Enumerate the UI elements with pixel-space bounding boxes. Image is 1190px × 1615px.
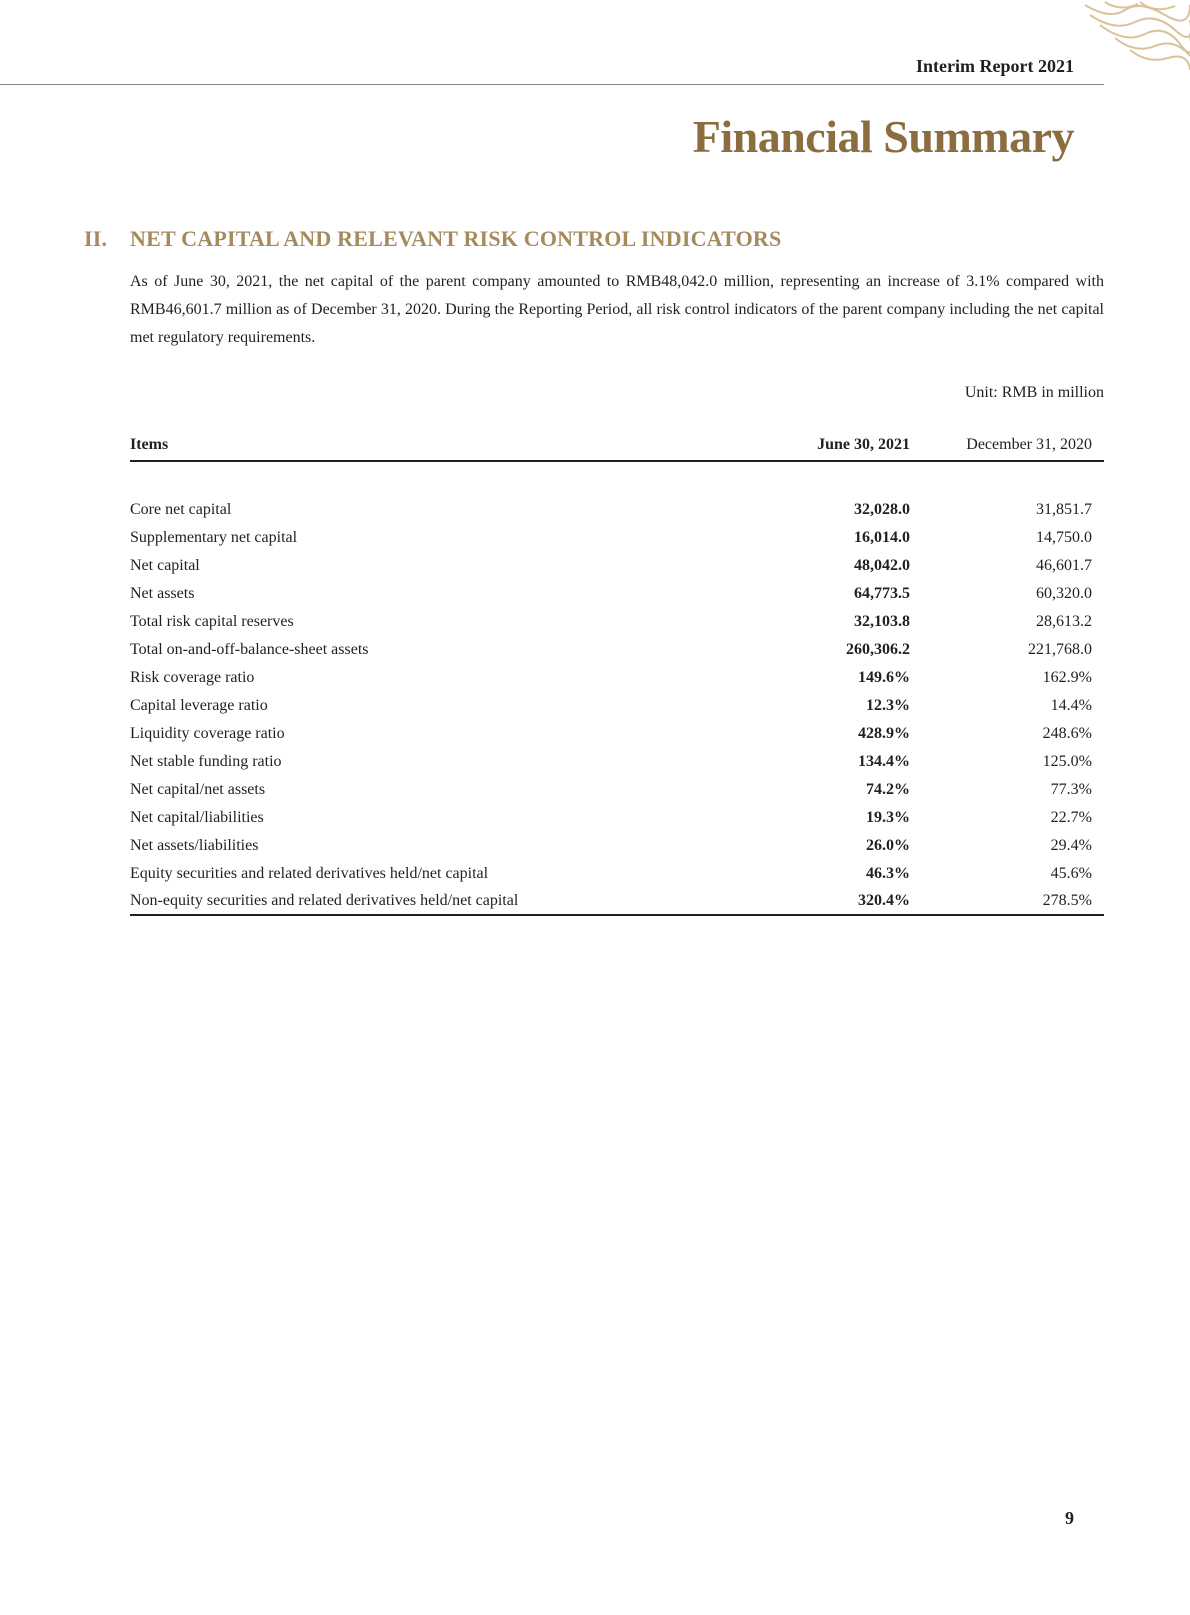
row-label: Capital leverage ratio [130, 697, 268, 714]
table-header-row [130, 436, 1104, 461]
header-rule [0, 84, 1104, 85]
row-label: Risk coverage ratio [130, 669, 255, 686]
row-label: Net assets [130, 585, 195, 602]
row-label: Net assets/liabilities [130, 837, 259, 854]
row-label: Total on-and-off-balance-sheet assets [130, 641, 369, 658]
row-label: Core net capital [130, 501, 232, 518]
table-row [130, 720, 1104, 748]
row-label: Non-equity securities and related derivatives held/net capital [130, 888, 760, 915]
value-june-2021: 12.3% [866, 697, 910, 714]
value-june-2021: 46.3% [866, 865, 910, 882]
value-dec-2020: 22.7% [1050, 809, 1092, 826]
value-dec-2020: 14,750.0 [1036, 529, 1092, 546]
value-june-2021: 134.4% [858, 753, 910, 770]
table-row [130, 832, 1104, 860]
value-june-2021: 149.6% [858, 669, 910, 686]
table-spacer [130, 461, 1104, 496]
row-label: Net capital/liabilities [130, 809, 264, 826]
value-dec-2020: 28,613.2 [1036, 613, 1092, 630]
table-row [130, 524, 1104, 552]
value-june-2021: 428.9% [858, 725, 910, 742]
table-row [130, 692, 1104, 720]
value-june-2021: 260,306.2 [846, 641, 910, 658]
value-dec-2020: 60,320.0 [1036, 585, 1092, 602]
column-header-dec-2020: December 31, 2020 [922, 436, 1104, 461]
decorative-wave-ornament-icon [1080, 0, 1190, 80]
table-row [130, 888, 1104, 915]
column-header-june-2021: June 30, 2021 [760, 436, 922, 461]
row-label: Equity securities and related derivatives held/net capital [130, 865, 489, 882]
row-label: Net stable funding ratio [130, 753, 282, 770]
value-june-2021: 74.2% [866, 781, 910, 798]
value-dec-2020: 45.6% [1050, 865, 1092, 882]
table-row [130, 804, 1104, 832]
value-june-2021: 320.4% [760, 888, 922, 915]
table-row [130, 496, 1104, 524]
running-header: Interim Report 2021 [916, 56, 1074, 76]
unit-note: Unit: RMB in million [964, 384, 1104, 401]
value-dec-2020: 14.4% [1050, 697, 1092, 714]
value-dec-2020: 221,768.0 [1028, 641, 1092, 658]
table-row [130, 776, 1104, 804]
value-june-2021: 19.3% [866, 809, 910, 826]
section-title: NET CAPITAL AND RELEVANT RISK CONTROL INDICATORS [130, 226, 782, 251]
value-june-2021: 48,042.0 [854, 557, 910, 574]
value-dec-2020: 29.4% [1050, 837, 1092, 854]
value-june-2021: 26.0% [866, 837, 910, 854]
value-dec-2020: 278.5% [922, 888, 1104, 915]
value-june-2021: 64,773.5 [854, 585, 910, 602]
table-row [130, 580, 1104, 608]
value-dec-2020: 162.9% [1042, 669, 1092, 686]
value-june-2021: 32,103.8 [854, 613, 910, 630]
section-number: II. [84, 226, 108, 251]
row-label: Total risk capital reserves [130, 613, 294, 630]
value-dec-2020: 77.3% [1050, 781, 1092, 798]
value-dec-2020: 125.0% [1042, 753, 1092, 770]
value-june-2021: 32,028.0 [854, 501, 910, 518]
table-row [130, 860, 1104, 888]
table-row [130, 552, 1104, 580]
risk-indicators-table [130, 436, 1104, 916]
page-title: Financial Summary [692, 111, 1074, 162]
row-label: Net capital/net assets [130, 781, 266, 798]
value-dec-2020: 31,851.7 [1036, 501, 1092, 518]
page-number: 9 [1065, 1508, 1074, 1528]
row-label: Supplementary net capital [130, 529, 298, 546]
value-dec-2020: 46,601.7 [1036, 557, 1092, 574]
section-heading [84, 226, 781, 252]
row-label: Net capital [130, 557, 200, 574]
intro-paragraph: As of June 30, 2021, the net capital of the parent company amounted to RMB48,042.0 million, representing an increase of 3.1% compared with RMB46,601.7 million as of December 31, 2020. During the Reporting Period, all risk control indicators of the parent company including the net capital met regulatory requirements. [130, 273, 1104, 346]
column-header-items: Items [130, 436, 760, 461]
value-june-2021: 16,014.0 [854, 529, 910, 546]
value-dec-2020: 248.6% [1042, 725, 1092, 742]
table-row [130, 636, 1104, 664]
table-row [130, 664, 1104, 692]
row-label: Liquidity coverage ratio [130, 725, 285, 742]
table-row [130, 748, 1104, 776]
table-row [130, 608, 1104, 636]
